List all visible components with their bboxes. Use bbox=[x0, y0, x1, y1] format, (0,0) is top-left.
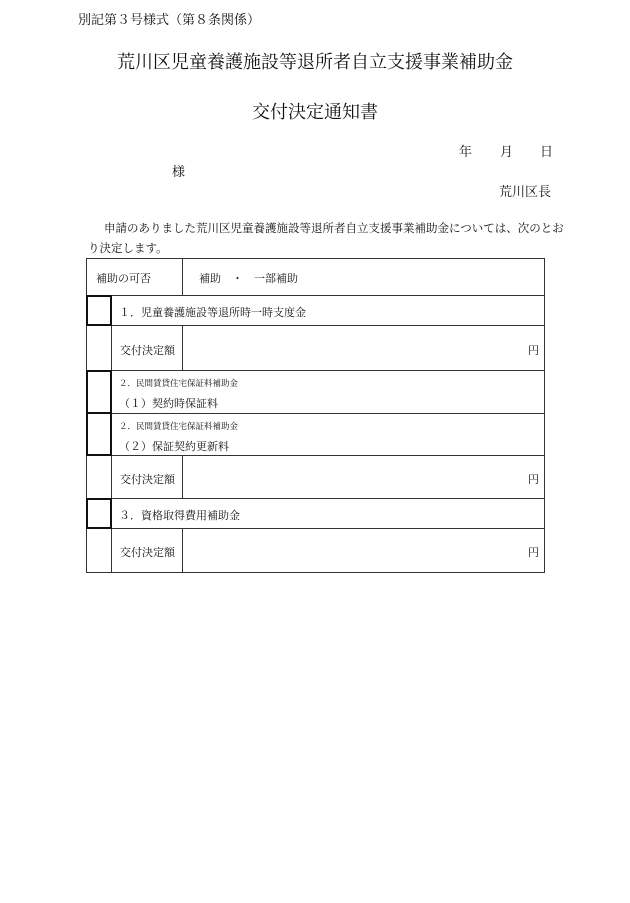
table-rule bbox=[86, 528, 545, 529]
body-text-line1: 申請のありました荒川区児童養護施設等退所者自立支援事業補助金については、次のとお bbox=[104, 221, 564, 235]
document-subtitle: 交付決定通知書 bbox=[252, 102, 378, 123]
form-number-label: 別記第３号様式（第８条関係） bbox=[78, 13, 261, 28]
item1-label: １．児童養護施設等退所時一時支度金 bbox=[119, 306, 306, 319]
checkbox-item2-2[interactable] bbox=[86, 412, 112, 456]
table-inner-rule bbox=[182, 528, 183, 573]
table-rule bbox=[86, 455, 545, 456]
item3-label: ３．資格取得費用補助金 bbox=[119, 509, 240, 522]
amount-label-3: 交付決定額 bbox=[120, 546, 175, 559]
checkbox-item3[interactable] bbox=[86, 498, 112, 529]
table-rule bbox=[86, 325, 545, 326]
issuer-name: 荒川区長 bbox=[499, 185, 552, 200]
date-year: 年 bbox=[459, 145, 473, 160]
yen-unit-2: 円 bbox=[528, 473, 539, 486]
date-day: 日 bbox=[540, 145, 554, 160]
checkbox-item2-1[interactable] bbox=[86, 370, 112, 414]
table-border-bottom bbox=[86, 572, 545, 573]
table-inner-rule bbox=[182, 325, 183, 370]
body-text-line2: り決定します。 bbox=[88, 241, 168, 255]
item2-1-label: （１）契約時保証料 bbox=[119, 397, 218, 410]
yen-unit-3: 円 bbox=[528, 546, 539, 559]
header-label: 補助の可否 bbox=[96, 272, 151, 285]
recipient-honorific: 様 bbox=[172, 165, 186, 180]
table-inner-rule bbox=[182, 258, 183, 295]
amount-label-2: 交付決定額 bbox=[120, 473, 175, 486]
table-rule bbox=[86, 498, 545, 499]
checkbox-item1[interactable] bbox=[86, 295, 112, 326]
table-inner-rule bbox=[182, 455, 183, 498]
item2-1-heading: ２．民間賃貸住宅保証料補助金 bbox=[119, 379, 239, 389]
yen-unit-1: 円 bbox=[528, 344, 539, 357]
table-rule bbox=[111, 413, 545, 414]
table-border-top bbox=[86, 258, 545, 259]
item2-2-heading: ２．民間賃貸住宅保証料補助金 bbox=[119, 422, 239, 432]
decision-table bbox=[86, 258, 545, 573]
table-border-right bbox=[544, 258, 545, 573]
item2-2-label: （２）保証契約更新料 bbox=[119, 440, 229, 453]
table-rule bbox=[86, 295, 545, 296]
amount-label-1: 交付決定額 bbox=[120, 344, 175, 357]
date-month: 月 bbox=[500, 145, 514, 160]
header-value: 補助 ・ 一部補助 bbox=[199, 272, 298, 285]
table-rule bbox=[86, 370, 545, 371]
document-title: 荒川区児童養護施設等退所者自立支援事業補助金 bbox=[117, 52, 513, 73]
